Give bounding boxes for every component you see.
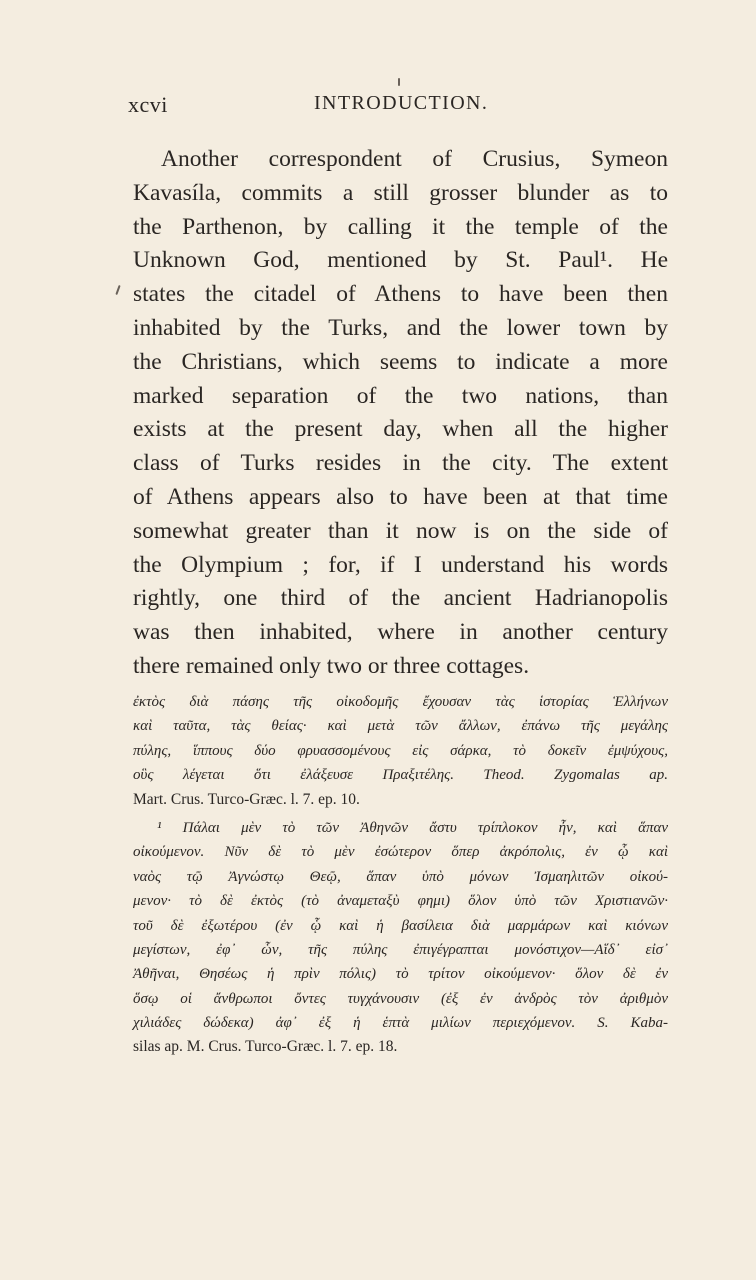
page-header: [128, 92, 668, 124]
body-line: was then inhabited, where in another century: [133, 619, 668, 646]
footnote-1-line: οἰκούμενον. Νῦν δὲ τὸ μὲν ἐσώτερον ὅπερ ἀκρόπολις, ἐν ᾧ καὶ: [133, 844, 668, 861]
footnote-1-line: χιλιάδες δώδεκα) ἀφ᾽ ἐξ ἡ ἑπτὰ μιλίων περιεχόμενον. S. Kaba-: [133, 1015, 668, 1032]
body-line: states the citadel of Athens to have been then: [133, 281, 668, 308]
body-line: inhabited by the Turks, and the lower town by: [133, 314, 668, 341]
body-line: Unknown God, mentioned by St. Paul¹. He: [133, 247, 668, 274]
body-line: exists at the present day, when all the higher: [133, 416, 668, 443]
footnote-1-line: ναὸς τῷ Ἀγνώστῳ Θεῷ, ἅπαν ὑπὸ μόνων Ἰσμαηλιτῶν οἰκού-: [133, 868, 668, 885]
ink-speck: [398, 78, 400, 86]
footnote-1-line: Ἀθῆναι, Θησέως ἡ πρὶν πόλις) τὸ τρίτον οἰκούμενον· ὅλον δὲ ἐν: [133, 966, 668, 983]
body-line: the Parthenon, by calling it the temple of the: [133, 213, 668, 240]
footnote-continued-line: οὓς λέγεται ὅτι ἐλάξευσε Πραξιτέλης. Theod. Zygomalas ap.: [133, 767, 668, 784]
footnote-continued-line: Mart. Crus. Turco-Græc. l. 7. ep. 10.: [133, 790, 360, 808]
main-paragraph: [133, 143, 668, 684]
running-title: INTRODUCTION.: [314, 92, 489, 114]
body-line: rightly, one third of the ancient Hadrianopolis: [133, 585, 668, 612]
footnote-1-line: ὅσῳ οἱ ἄνθρωποι ὄντες τυγχάνουσιν (ἐξ ἐν ἀνδρὸς τὸν ἀριθμὸν: [133, 990, 668, 1007]
body-line: Another correspondent of Crusius, Symeon: [161, 146, 668, 172]
page-number: xcvi: [128, 92, 168, 117]
body-line: the Christians, which seems to indicate a more: [133, 348, 668, 375]
footnote-1-line: τοῦ δὲ ἐξωτέρου (ἐν ᾧ καὶ ἡ βασίλεια διὰ μαρμάρων καὶ κιόνων: [133, 917, 668, 934]
footnote-continued-line: ἐκτὸς διὰ πάσης τῆς οἰκοδομῆς ἔχουσαν τὰς ἱστορίας Ἑλλήνων: [133, 694, 668, 710]
footnote-continued-line: καὶ ταῦτα, τὰς θείας· καὶ μετὰ τῶν ἄλλων, ἐπάνω τῆς μεγάλης: [133, 718, 668, 735]
footnote-1-line: μενον· τὸ δὲ ἐκτὸς (τὸ ἀναμεταξὺ φημι) ὅλον ὑπὸ τῶν Χριστιανῶν·: [133, 893, 668, 910]
ink-speck: [115, 285, 120, 295]
footnotes: [133, 690, 668, 1060]
body-line: there remained only two or three cottages.: [133, 652, 530, 679]
body-line: of Athens appears also to have been at that time: [133, 483, 668, 510]
body-line: Kavasíla, commits a still grosser blunder as to: [133, 179, 668, 206]
footnote-1-line: μεγίστων, ἐφ᾽ ὧν, τῆς πύλης ἐπιγέγραπται μονόστιχον—Αἵδ᾽ εἰσ᾽: [133, 941, 668, 958]
body-line: somewhat greater than it now is on the side of: [133, 517, 668, 544]
body-line: class of Turks resides in the city. The extent: [133, 450, 668, 477]
body-line: the Olympium ; for, if I understand his words: [133, 551, 668, 578]
footnote-1-line: ¹ Πάλαι μὲν τὸ τῶν Ἀθηνῶν ἄστυ τρίπλοκον ἦν, καὶ ἅπαν: [157, 819, 668, 836]
footnote-continued-line: πύλης, ἵππους δύο φρυασσομένους εἰς σάρκα, τὸ δοκεῖν ἐμψύχους,: [133, 742, 668, 759]
footnote-1-line: silas ap. M. Crus. Turco-Græc. l. 7. ep. 18.: [133, 1038, 398, 1056]
body-line: marked separation of the two nations, than: [133, 382, 668, 409]
